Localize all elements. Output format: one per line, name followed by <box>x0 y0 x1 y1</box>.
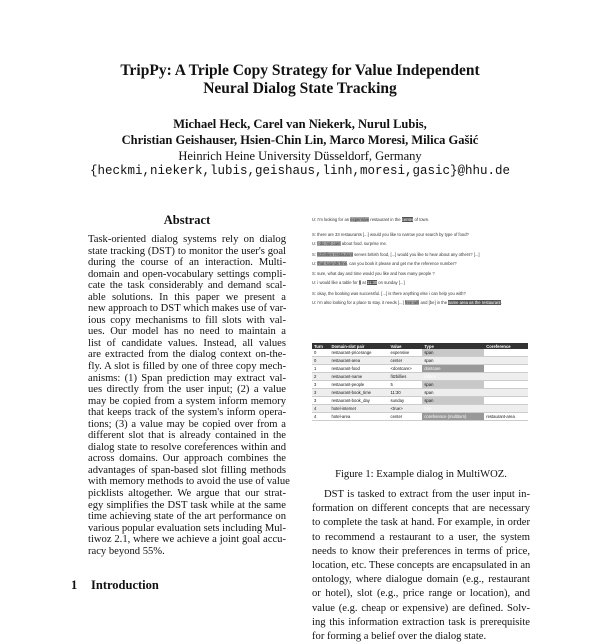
table-cell: 1 <box>312 365 329 373</box>
abstract-line: domain and open-vocabulary settings compli- <box>88 268 286 280</box>
table-cell: fitzbillies <box>389 373 423 381</box>
body-line: or hotel), slot (e.g., price range or location), and <box>312 588 530 600</box>
dialog-text: S: sure, what day and time would you like and how many people ? <box>312 271 435 276</box>
table-cell: restaurant-food <box>329 365 388 373</box>
table-cell: 4 <box>312 405 329 413</box>
abstract-heading: Abstract <box>163 213 211 227</box>
abstract-line: tiwoz 2.1, where we achieve a joint goal accu- <box>88 534 286 546</box>
body-line: needs to know their preferences in terms of price, <box>312 545 530 557</box>
table-cell: 2 <box>312 373 329 381</box>
dialog-text: restaurant in the <box>369 217 402 222</box>
table-cell <box>484 397 528 405</box>
column-header: Turn <box>312 343 329 349</box>
table-cell: 3 <box>312 389 329 397</box>
table-cell: center <box>389 357 423 365</box>
dialog-turn <box>312 280 405 285</box>
dialog-text: on sunday [...] <box>377 280 405 285</box>
body-line: ing this information extraction task is prerequisite <box>312 616 530 628</box>
abstract-line: that keeps track of the system's inform opera- <box>88 407 286 419</box>
table-row <box>312 365 528 373</box>
dialog-text: and [be] in the <box>419 300 449 305</box>
dialog-turn <box>312 232 469 237</box>
abstract-line: state tracking (DST) to monitor the user's goal <box>88 245 286 257</box>
dialog-turn <box>312 271 435 276</box>
email-list: {heckmi,niekerk,lubis,geishaus,linh,moresi,gasic}@hhu.de <box>89 164 511 178</box>
dialog-text: S: <box>312 252 318 257</box>
body-line: ontology, where dialogue domain (e.g., restaurant <box>312 574 530 586</box>
dialog-turn <box>312 261 457 266</box>
dialog-text: U: i would like a table for <box>312 280 359 285</box>
abstract-line: ues directly from the user input; (2) a value <box>88 384 286 396</box>
table-cell: 3 <box>312 381 329 389</box>
table-cell: inform <box>422 373 484 381</box>
abstract-line: are extracted from the dialog context on-the- <box>88 349 286 361</box>
section-heading <box>71 578 159 593</box>
table-cell: true <box>422 405 484 413</box>
table-cell: 11:30 <box>389 389 423 397</box>
table-cell: restaurant-area <box>329 357 388 365</box>
section-number: 1 <box>71 578 78 592</box>
paper-title <box>0 62 600 98</box>
abstract-line: anisms: (1) Span prediction may extract val- <box>88 372 286 384</box>
abstract-line: different slot that is already contained in the <box>88 430 286 442</box>
abstract-line: may be copied from a system inform memory <box>88 395 286 407</box>
table-cell: 0 <box>312 357 329 365</box>
column-header: Coreference <box>484 343 528 349</box>
table-cell: span <box>422 357 484 365</box>
table-cell: restaurant-area <box>484 413 528 421</box>
abstract-line: egy simplifies the DST task while at the same <box>88 499 286 511</box>
table-cell: restaurant-book_time <box>329 389 388 397</box>
abstract-line: tions; (3) a value may be copied over from a <box>88 418 286 430</box>
body-line: formation on different concepts that are necessary <box>312 503 530 515</box>
body-line: DST is tasked to extract from the user input in- <box>324 489 530 500</box>
table-row <box>312 405 528 413</box>
body-line: for forming a belief over the dialog state. <box>312 631 487 643</box>
column-header: Value <box>389 343 423 349</box>
dialog-turn <box>312 241 387 246</box>
section-title: Introduction <box>91 578 159 592</box>
author-line: Christian Geishauser, Hsien-Chin Lin, Marco Moresi, Milica Gašić <box>121 133 479 147</box>
abstract-line: various popular evaluation sets including Mul- <box>88 522 287 534</box>
table-cell: restaurant-name <box>329 373 388 381</box>
table-row <box>312 357 528 365</box>
abstract-line: dialog state to resolve coreferences within and <box>88 441 286 453</box>
abstract-line: able solutions. In this paper we present a <box>88 291 286 303</box>
abstract-line: advantages of span-based slot filling methods <box>88 464 286 476</box>
abstract-line: with memory methods to avoid the use of value <box>88 476 290 488</box>
table-row <box>312 397 528 405</box>
table-cell: <dontcare> <box>389 365 423 373</box>
highlighted-value: center <box>401 217 414 222</box>
figure-caption: Figure 1: Example dialog in MultiWOZ. <box>335 469 507 480</box>
column-header: Type <box>422 343 484 349</box>
dialog-text: about food. surprise me. <box>340 241 387 246</box>
dialog-text: U: <box>312 261 318 266</box>
figure <box>312 215 530 455</box>
table-cell: restaurant-pricerange <box>329 349 388 357</box>
table-cell <box>484 357 528 365</box>
abstract-line: ious copy mechanisms to fill slots with val- <box>88 314 286 326</box>
dialog-text: at <box>361 280 367 285</box>
table-row <box>312 373 528 381</box>
table-cell: span <box>422 397 484 405</box>
affiliation: Heinrich Heine University Düsseldorf, Germany <box>178 149 422 163</box>
dialog-text: . can you book it please and get me the reference number? <box>346 261 457 266</box>
table-cell: hotel-internet <box>329 405 388 413</box>
table-cell: span <box>422 381 484 389</box>
dialog-turn <box>312 300 502 305</box>
table-cell: hotel-area <box>329 413 388 421</box>
table-row <box>312 381 528 389</box>
abstract-line: cate the task considerably and demand scal- <box>88 280 286 292</box>
author-line: Michael Heck, Carel van Niekerk, Nurul Lubis, <box>173 117 427 131</box>
abstract-line: Task-oriented dialog systems rely on dialog <box>88 234 286 245</box>
highlighted-value: I do not care <box>317 241 341 246</box>
abstract-line: ues. Our model has no need to maintain a <box>88 326 286 338</box>
table-cell <box>484 365 528 373</box>
table-cell: <true> <box>389 405 423 413</box>
dialog-turn <box>312 291 466 296</box>
table-cell: span <box>422 349 484 357</box>
dialog-text: U: <box>312 241 318 246</box>
table-cell: sunday <box>389 397 423 405</box>
highlighted-value: fitzbillies restaurant <box>317 252 353 257</box>
body-line: location, etc. These concepts are encapsulated in an <box>312 560 531 572</box>
title-line: TripPy: A Triple Copy Strategy for Value Independent <box>120 62 480 79</box>
dialog-text: S: okay, the booking was successful. [...] is there anything else i can help you with? <box>312 291 466 296</box>
table-cell: span <box>422 389 484 397</box>
table-cell: expensive <box>389 349 423 357</box>
highlighted-value: same area as the restaurant <box>448 300 501 305</box>
table-row <box>312 413 528 421</box>
table-cell <box>484 381 528 389</box>
title-line: Neural Dialog State Tracking <box>203 80 397 97</box>
abstract-line: fly. A slot is filled by one of three copy mech- <box>88 361 286 373</box>
table-cell: center <box>389 413 423 421</box>
table-cell <box>484 349 528 357</box>
author-list <box>0 116 600 148</box>
highlighted-value: that sounds fine <box>317 261 347 266</box>
highlighted-value: free wifi <box>404 300 420 305</box>
dialog-text: serves british food, [...] would you like to hear about any others? [...] <box>352 252 480 257</box>
body-line: to recommend a restaurant to a user, the system <box>312 531 530 543</box>
highlighted-value: 5 <box>358 280 362 285</box>
table-cell: 3 <box>312 397 329 405</box>
dialog-text: U: i'm also looking for a place to stay. it needs [...] <box>312 300 405 305</box>
table-cell <box>484 389 528 397</box>
abstract-line: new approach to DST which makes use of var- <box>88 303 287 315</box>
table-cell <box>484 373 528 381</box>
dialog-text: S: there are 33 restaurants [...] would you like to narrow your search by type of food? <box>312 232 469 237</box>
table-cell: restaurant-people <box>329 381 388 389</box>
dialog-text: of town. <box>413 217 430 222</box>
table-cell: coreference (multiturn) <box>422 413 484 421</box>
table-cell <box>484 405 528 413</box>
abstract-line: list of candidate values. Instead, all values <box>88 337 286 349</box>
column-header: Domain-slot pair <box>329 343 388 349</box>
abstract-body <box>88 234 290 557</box>
table-cell: 5 <box>389 381 423 389</box>
table-cell: 4 <box>312 413 329 421</box>
table-cell: dontcare <box>422 365 484 373</box>
abstract-line: across domains. Our approach combines the <box>88 453 286 465</box>
dialog-text: U: I'm looking for an <box>312 217 351 222</box>
dialog-state-table <box>312 343 528 421</box>
abstract-line: picklists altogether. We argue that our strat- <box>88 488 286 500</box>
highlighted-value: expensive <box>350 217 370 222</box>
table-cell: 0 <box>312 349 329 357</box>
body-line: value (e.g. cheap or expensive) are defined. Solv- <box>312 602 530 614</box>
table-row <box>312 389 528 397</box>
table-row <box>312 349 528 357</box>
dialog-text: . <box>500 300 502 305</box>
dialog-turn <box>312 252 480 257</box>
table-cell: restaurant-book_day <box>329 397 388 405</box>
abstract-line: during the course of an interaction. Multi- <box>88 257 286 269</box>
body-paragraph <box>312 488 530 644</box>
abstract-line: time achieving state of the art performance on <box>88 511 286 523</box>
body-line: to complete the task at hand. For example, in order <box>312 517 530 529</box>
abstract-line: racy beyond 55%. <box>88 545 165 557</box>
highlighted-value: 11:30 <box>366 280 378 285</box>
dialog-turn <box>312 217 429 222</box>
